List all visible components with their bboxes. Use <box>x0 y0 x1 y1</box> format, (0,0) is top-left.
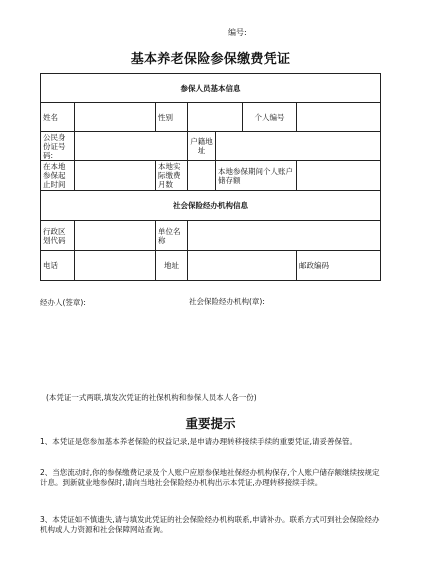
hukou-address-label: 户籍地址 <box>188 132 216 161</box>
account-balance-field[interactable] <box>297 161 381 191</box>
account-balance-label: 本地参保期间个人账户储存额 <box>216 161 297 191</box>
contribution-form-table <box>40 73 381 281</box>
id-number-label: 公民身份证号码: <box>41 132 75 161</box>
insured-period-field[interactable] <box>75 161 156 191</box>
name-field[interactable] <box>75 103 156 132</box>
postal-code-cell[interactable] <box>297 251 381 281</box>
region-code-label: 行政区划代码 <box>41 221 75 251</box>
section-insured-info: 参保人员基本信息 <box>41 74 381 103</box>
unit-name-label: 单位名称 <box>156 221 188 251</box>
gender-field[interactable] <box>188 103 243 132</box>
tips-title: 重要提示 <box>185 416 236 431</box>
gender-label: 性别 <box>156 103 188 132</box>
insured-period-label: 在本地参保起止时间 <box>41 161 75 191</box>
copies-note: (本凭证一式两联,填发次凭证的社保机构和参保人员本人各一份) <box>46 393 257 402</box>
agency-seal-label: 社会保险经办机构(章): <box>189 297 265 306</box>
personal-no-label: 个人编号 <box>243 103 297 132</box>
document-title: 基本养老保险参保缴费凭证 <box>130 52 291 67</box>
tip-item: 2、当您流动时,你的参保缴费记录及个人账户应原参保地社保经办机构保存,个人账户储存额继续按规定计息。到新就业地参保时,请向当地社会保险经办机构出示本凭证,办理转移接续手续。 <box>40 468 380 487</box>
paid-months-label: 本地实际缴费月数 <box>156 161 188 191</box>
name-label: 姓名 <box>41 103 75 132</box>
id-number-field[interactable] <box>75 132 188 161</box>
unit-name-field[interactable] <box>188 221 381 251</box>
serial-number-label: 编号: <box>228 28 247 37</box>
phone-label: 电话 <box>41 251 75 281</box>
handler-signature-label: 经办人(签章): <box>40 298 86 307</box>
paid-months-field[interactable] <box>188 161 216 191</box>
address-field[interactable] <box>188 251 297 281</box>
postal-code-label: 邮政编码 <box>299 261 329 270</box>
hukou-address-field[interactable] <box>216 132 381 161</box>
tip-item: 3、本凭证如不慎遗失,请与填发此凭证的社会保险经办机构联系,申请补办。联系方式可到社会保险经办机构或人力资源和社会保障网站查询。 <box>40 515 380 534</box>
phone-field[interactable] <box>75 251 156 281</box>
personal-no-field[interactable] <box>297 103 381 132</box>
address-label: 地址 <box>156 251 188 281</box>
region-code-field[interactable] <box>75 221 156 251</box>
section-agency-info: 社会保险经办机构信息 <box>41 191 381 221</box>
tip-item: 1、本凭证是您参加基本养老保险的权益记录,是申请办理转移接续手续的重要凭证,请妥善保管。 <box>40 437 358 446</box>
